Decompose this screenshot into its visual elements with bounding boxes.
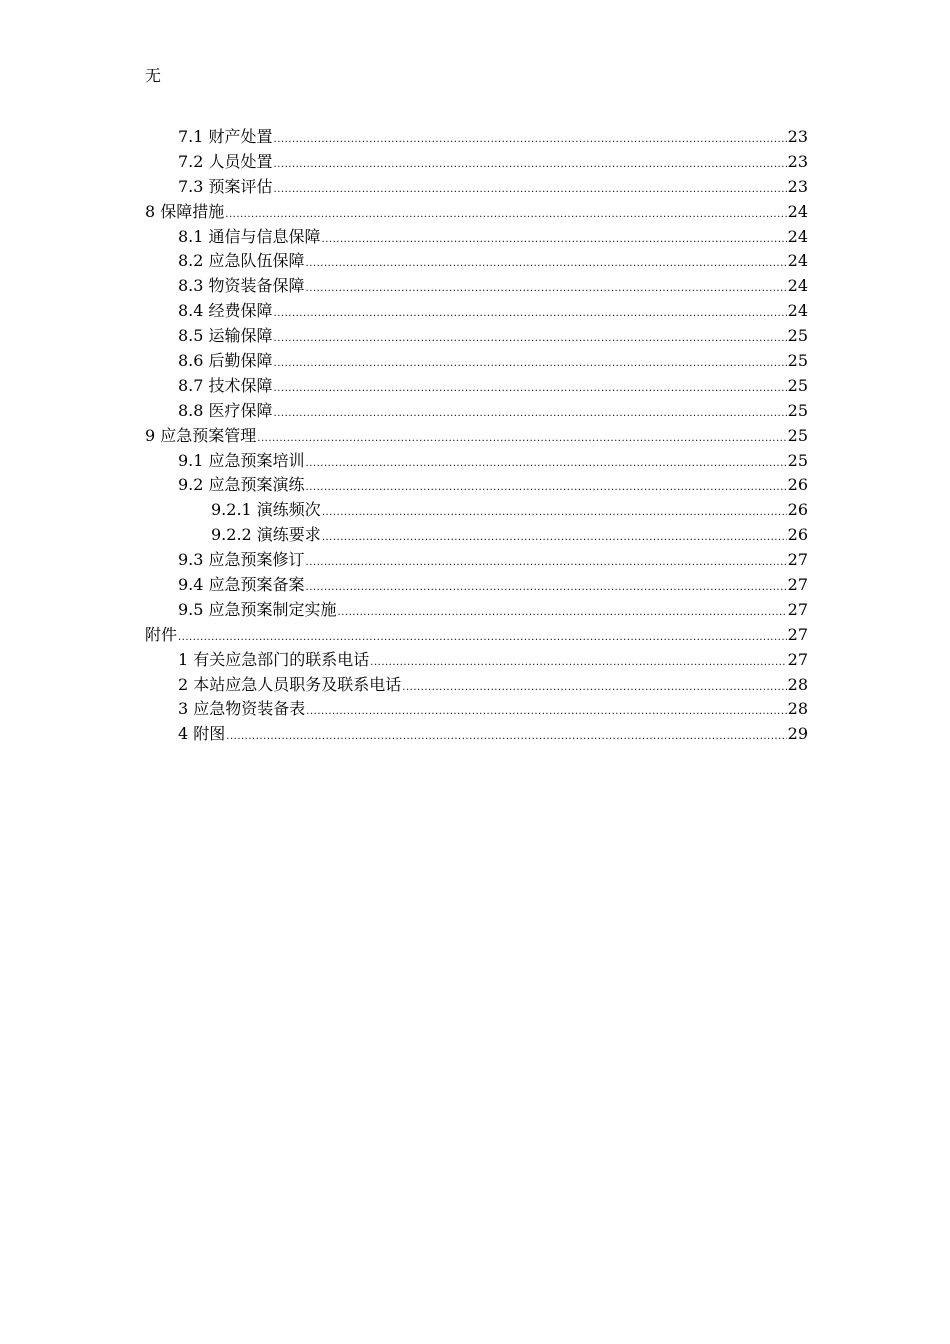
toc-dot-leader — [322, 526, 787, 551]
toc-entry-page-number: 27 — [787, 649, 808, 669]
toc-dot-leader — [274, 327, 787, 352]
toc-entry-page-number: 27 — [787, 599, 808, 619]
toc-entry-title: 2 本站应急人员职务及联系电话 — [178, 674, 402, 694]
toc-entry-title: 1 有关应急部门的联系电话 — [178, 649, 370, 669]
toc-entry-page-number: 23 — [787, 151, 808, 171]
toc-entry-title: 8.7 技术保障 — [178, 375, 273, 395]
toc-entry-title: 7.1 财产处置 — [178, 127, 273, 146]
toc-entry-title: 7.3 预案评估 — [178, 176, 273, 196]
toc-entry-page-number: 24 — [787, 301, 808, 321]
toc-dot-leader — [226, 725, 786, 750]
toc-entry[interactable] — [145, 449, 808, 474]
toc-dot-leader — [338, 601, 787, 626]
toc-entry[interactable] — [145, 623, 808, 648]
toc-entry[interactable] — [145, 324, 808, 349]
toc-entry-page-number: 25 — [787, 450, 808, 470]
toc-entry-title: 9.4 应急预案备案 — [178, 575, 305, 595]
toc-entry[interactable] — [145, 498, 808, 523]
toc-entry-page-number: 24 — [787, 251, 808, 271]
toc-entry-title: 8 保障措施 — [145, 201, 225, 221]
toc-dot-leader — [274, 178, 787, 203]
toc-entry[interactable] — [145, 523, 808, 548]
toc-entry-title: 8.2 应急队伍保障 — [178, 251, 305, 271]
toc-entry[interactable] — [145, 598, 808, 623]
toc-entry-title: 8.6 后勤保障 — [178, 351, 273, 371]
toc-dot-leader — [274, 302, 787, 327]
toc-dot-leader — [274, 377, 787, 402]
toc-entry[interactable] — [145, 648, 808, 673]
toc-entry[interactable] — [145, 697, 808, 722]
toc-entry-title: 8.5 运输保障 — [178, 326, 273, 346]
toc-entry-title: 9.2.1 演练频次 — [211, 500, 321, 520]
toc-entry-page-number: 24 — [787, 201, 808, 221]
toc-dot-leader — [306, 700, 786, 725]
toc-dot-leader — [322, 228, 787, 253]
toc-entry-title: 9.2.2 演练要求 — [211, 525, 321, 545]
toc-dot-leader — [306, 452, 787, 477]
toc-dot-leader — [306, 551, 787, 576]
toc-entry[interactable] — [145, 349, 808, 374]
toc-entry[interactable] — [145, 573, 808, 598]
toc-entry[interactable] — [145, 200, 808, 225]
toc-dot-leader — [257, 427, 786, 452]
toc-entry-page-number: 26 — [787, 475, 808, 495]
toc-entry[interactable] — [145, 722, 808, 747]
toc-dot-leader — [274, 352, 787, 377]
toc-entry-page-number: 25 — [787, 351, 808, 371]
toc-entry-title: 附件 — [145, 624, 178, 644]
toc-entry[interactable] — [145, 374, 808, 399]
toc-entry-title: 9.2 应急预案演练 — [178, 475, 305, 495]
toc-entry-page-number: 25 — [787, 425, 808, 445]
toc-entry-page-number: 23 — [787, 176, 808, 196]
toc-entry[interactable] — [145, 274, 808, 299]
toc-entry-page-number: 25 — [787, 326, 808, 346]
toc-entry[interactable] — [145, 424, 808, 449]
toc-entry[interactable] — [145, 673, 808, 698]
toc-entry-title: 7.2 人员处置 — [178, 151, 273, 171]
toc-entry-page-number: 28 — [787, 699, 808, 719]
toc-entry[interactable] — [145, 399, 808, 424]
toc-dot-leader — [274, 402, 787, 427]
toc-entry-title: 9.5 应急预案制定实施 — [178, 599, 337, 619]
toc-entry-page-number: 27 — [787, 575, 808, 595]
toc-dot-leader — [274, 153, 787, 178]
toc-entry-page-number: 25 — [787, 400, 808, 420]
table-of-contents — [145, 125, 808, 747]
toc-entry-title: 8.8 医疗保障 — [178, 400, 273, 420]
toc-entry-title: 8.3 物资装备保障 — [178, 276, 305, 296]
toc-entry-title: 3 应急物资装备表 — [178, 699, 306, 719]
toc-dot-leader — [306, 476, 787, 501]
toc-entry[interactable] — [145, 299, 808, 324]
toc-entry-page-number: 29 — [787, 724, 808, 744]
toc-dot-leader — [274, 128, 787, 153]
toc-entry[interactable] — [145, 125, 808, 150]
toc-entry[interactable] — [145, 175, 808, 200]
toc-entry-page-number: 28 — [787, 674, 808, 694]
toc-entry-page-number: 25 — [787, 375, 808, 395]
page-header-text: 无 — [145, 66, 162, 85]
toc-dot-leader — [402, 676, 786, 701]
toc-dot-leader — [306, 277, 787, 302]
toc-entry-page-number: 26 — [787, 525, 808, 545]
toc-entry-title: 9.1 应急预案培训 — [178, 450, 305, 470]
toc-dot-leader — [306, 576, 787, 601]
toc-entry-page-number: 26 — [787, 500, 808, 520]
toc-entry-title: 8.1 通信与信息保障 — [178, 226, 321, 246]
toc-entry-title: 8.4 经费保障 — [178, 301, 273, 321]
toc-dot-leader — [370, 651, 786, 676]
toc-entry[interactable] — [145, 473, 808, 498]
toc-entry-page-number: 24 — [787, 276, 808, 296]
toc-entry-title: 9 应急预案管理 — [145, 425, 257, 445]
toc-entry-page-number: 27 — [787, 550, 808, 570]
toc-entry-title: 4 附图 — [178, 724, 226, 744]
toc-entry[interactable] — [145, 249, 808, 274]
toc-entry-title: 9.3 应急预案修订 — [178, 550, 305, 570]
toc-entry-page-number: 24 — [787, 226, 808, 246]
toc-dot-leader — [306, 252, 787, 277]
toc-entry[interactable] — [145, 548, 808, 573]
toc-entry-page-number: 27 — [787, 624, 808, 644]
toc-dot-leader — [322, 501, 787, 526]
toc-entry[interactable] — [145, 150, 808, 175]
toc-entry[interactable] — [145, 225, 808, 250]
toc-entry-page-number: 23 — [787, 127, 808, 146]
